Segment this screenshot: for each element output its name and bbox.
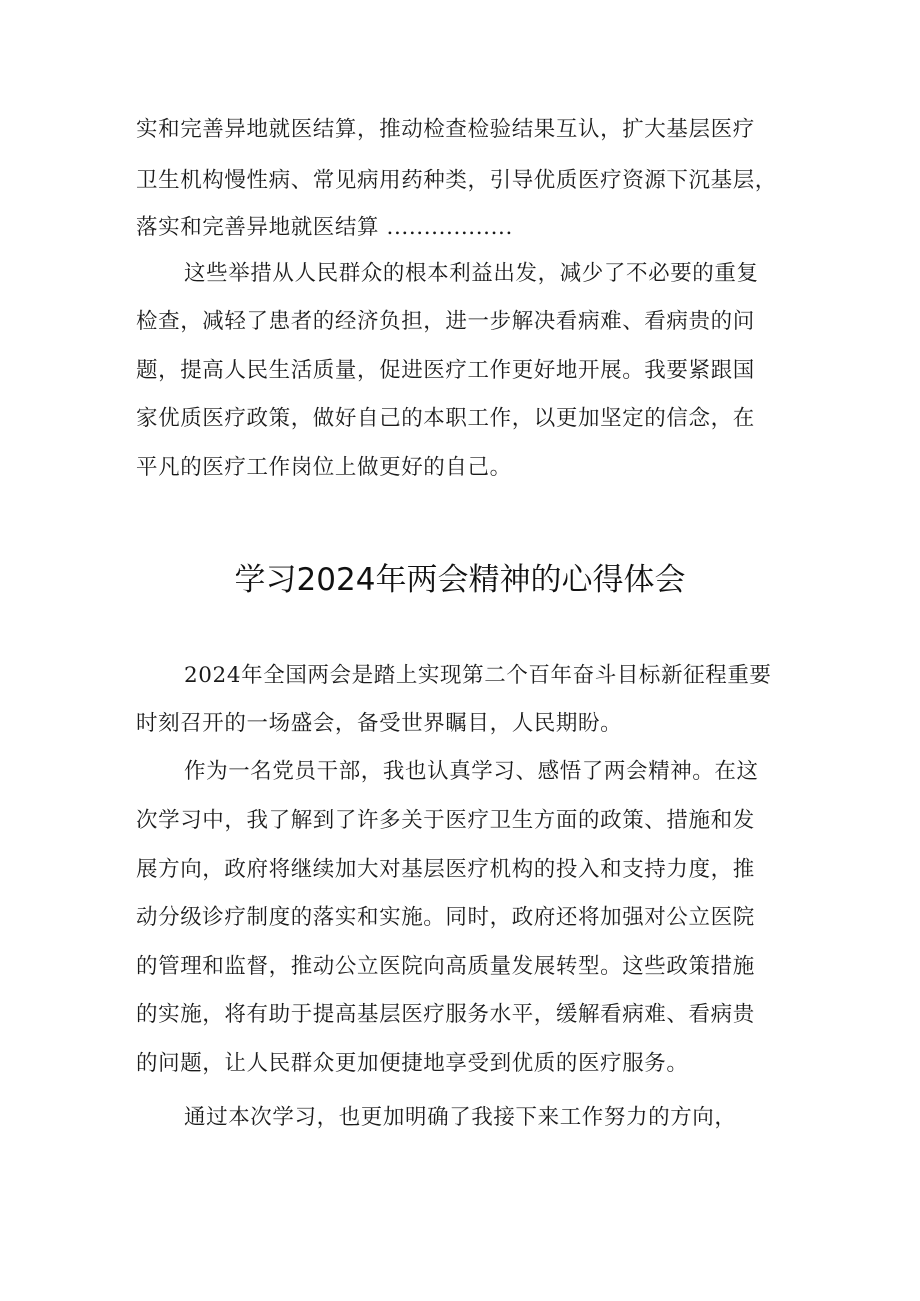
paragraph-line: 落实和完善异地就医结算 .................	[136, 215, 513, 240]
paragraph-line: 平凡的医疗工作岗位上做更好的自己。	[136, 455, 512, 480]
paragraph-line: 检查，减轻了患者的经济负担，进一步解决看病难、看病贵的问	[136, 309, 755, 334]
paragraph-line: 的管理和监督，推动公立医院向高质量发展转型。这些政策措施	[136, 954, 755, 979]
paragraph-line: 题，提高人民生活质量，促进医疗工作更好地开展。我要紧跟国	[136, 358, 755, 383]
paragraph-line: 作为一名党员干部，我也认真学习、感悟了两会精神。在这	[184, 759, 759, 784]
paragraph-line: 时刻召开的一场盛会，备受世界瞩目，人民期盼。	[136, 711, 623, 736]
section-title: 学习2024年两会精神的心得体会	[234, 562, 686, 598]
paragraph-line: 的问题，让人民群众更加便捷地享受到优质的医疗服务。	[136, 1051, 689, 1076]
paragraph-line: 2024年全国两会是踏上实现第二个百年奋斗目标新征程重要	[184, 663, 772, 688]
paragraph-line: 家优质医疗政策，做好自己的本职工作，以更加坚定的信念，在	[136, 406, 755, 431]
paragraph-line: 卫生机构慢性病、常见病用药种类，引导优质医疗资源下沉基层，	[136, 168, 777, 193]
paragraph-line: 实和完善异地就医结算，推动检查检验结果互认，扩大基层医疗	[136, 117, 755, 142]
paragraph-line: 的实施，将有助于提高基层医疗服务水平，缓解看病难、看病贵	[136, 1002, 755, 1027]
paragraph-line: 展方向，政府将继续加大对基层医疗机构的投入和支持力度，推	[136, 857, 755, 882]
paragraph-line: 动分级诊疗制度的落实和实施。同时，政府还将加强对公立医院	[136, 905, 755, 930]
paragraph-line: 通过本次学习，也更加明确了我接下来工作努力的方向，	[184, 1105, 737, 1130]
paragraph-line: 次学习中，我了解到了许多关于医疗卫生方面的政策、措施和发	[136, 808, 755, 833]
paragraph-line: 这些举措从人民群众的根本利益出发，减少了不必要的重复	[184, 261, 759, 286]
